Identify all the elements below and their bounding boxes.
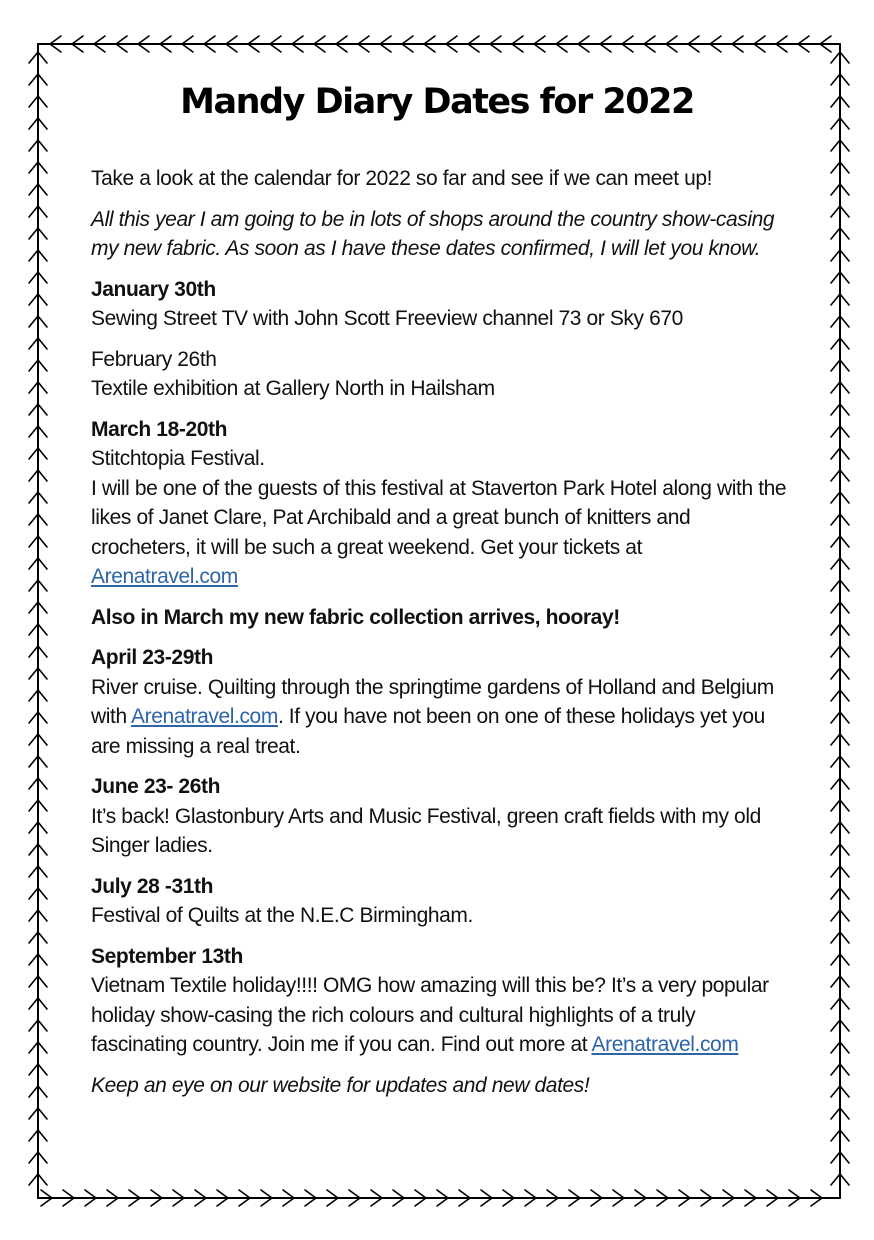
event-june bbox=[91, 772, 791, 861]
event-description: Stitchtopia Festival. bbox=[91, 447, 265, 470]
event-date: April 23-29th bbox=[91, 646, 213, 669]
arenatravel-link[interactable]: Arenatravel.com bbox=[91, 565, 238, 588]
event-april bbox=[91, 643, 791, 761]
event-description: Festival of Quilts at the N.E.C Birmingham. bbox=[91, 904, 473, 927]
event-description: Textile exhibition at Gallery North in Hailsham bbox=[91, 377, 495, 400]
intro-italic-text: All this year I am going to be in lots of shops around the country show-casing my new fabric. As soon as I have these dates confirmed, I will let you know. bbox=[91, 207, 775, 260]
event-date: March 18-20th bbox=[91, 417, 228, 441]
arenatravel-link[interactable]: Arenatravel.com bbox=[131, 705, 278, 728]
event-september bbox=[91, 942, 791, 1060]
event-description: Sewing Street TV with John Scott Freeview channel 73 or Sky 670 bbox=[91, 307, 683, 330]
event-details bbox=[91, 477, 786, 589]
event-date: February 26th bbox=[91, 347, 217, 371]
fabric-announcement: Also in March my new fabric collection arrives, hooray! bbox=[91, 605, 620, 629]
page-title: Mandy Diary Dates for 2022 bbox=[180, 82, 694, 122]
event-july bbox=[91, 872, 791, 931]
diary-content bbox=[91, 164, 791, 1111]
event-description bbox=[91, 676, 774, 758]
event-description-text: . If you have not been on one of these holidays yet you are missing a real treat. bbox=[91, 705, 765, 758]
event-march bbox=[91, 415, 791, 592]
event-description: It’s back! Glastonbury Arts and Music Festival, green craft fields with my old Singer ladies. bbox=[91, 804, 761, 857]
event-date: July 28 -31th bbox=[91, 874, 214, 898]
event-description bbox=[91, 974, 769, 1056]
event-date: September 13th bbox=[91, 944, 243, 968]
event-description-text: River cruise. Quilting through the springtime gardens of Holland and Belgium with bbox=[91, 675, 774, 728]
event-description-text: Vietnam Textile holiday!!!! OMG how amazing will this be? It’s a very popular holiday show-casing the rich colours and cultural highlights of a truly fascinating country. Join me if you can. Find out more at bbox=[91, 974, 769, 1056]
event-january bbox=[91, 275, 791, 334]
event-date: June 23- 26th bbox=[91, 775, 221, 798]
event-details-text: I will be one of the guests of this festival at Staverton Park Hotel along with the likes of Janet Clare, Pat Archibald and a great bunch of knitters and crocheters, it will be such a great weekend. Get your tickets at bbox=[91, 476, 787, 559]
event-february bbox=[91, 345, 791, 404]
intro-text: Take a look at the calendar for 2022 so far and see if we can meet up! bbox=[91, 167, 713, 190]
footer-note: Keep an eye on our website for updates and new dates! bbox=[91, 1073, 590, 1097]
event-date: January 30th bbox=[91, 277, 216, 301]
arenatravel-link[interactable]: Arenatravel.com bbox=[591, 1033, 739, 1056]
